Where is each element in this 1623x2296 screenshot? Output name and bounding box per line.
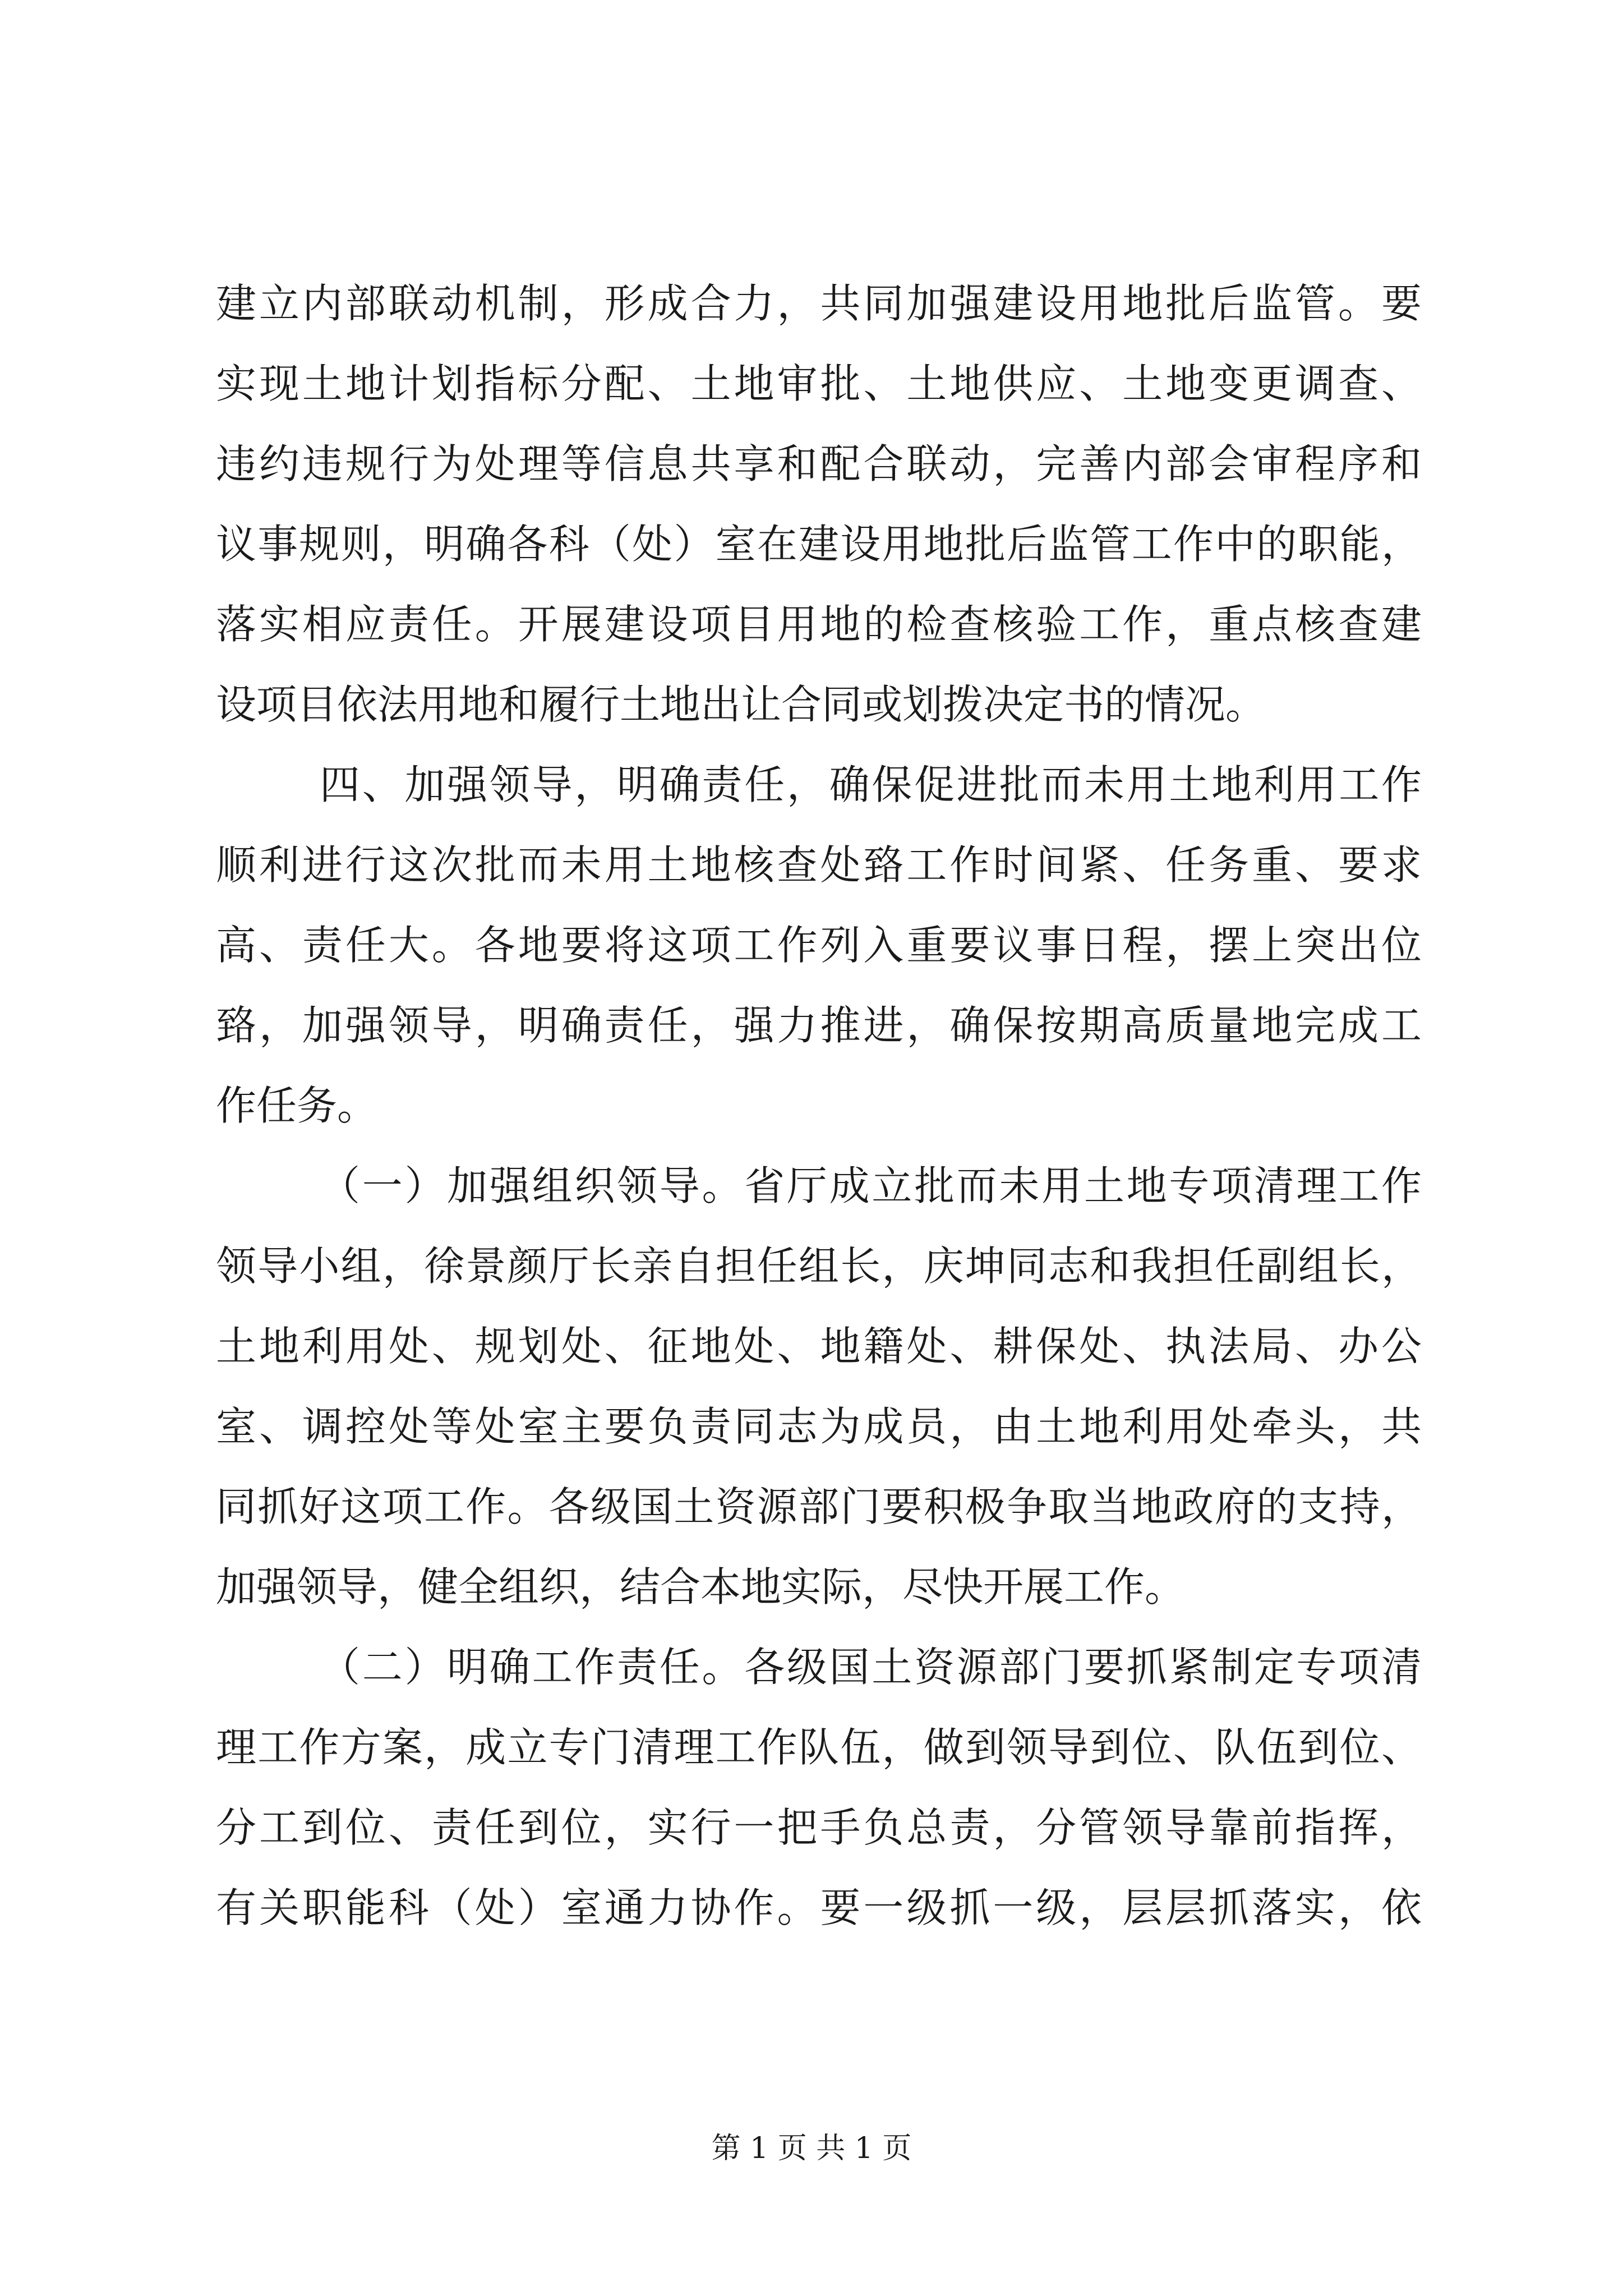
text-line: 分工到位、责任到位，实行一把手负总责，分管领导靠前指挥， (216, 1804, 1422, 1851)
text-line: 顺利进行这次批而未用土地核查处臵工作时间紧、任务重、要求 (216, 841, 1422, 889)
text-line: 有关职能科（处）室通力协作。要一级抓一级，层层抓落实，依 (216, 1884, 1422, 1931)
paragraph-3 (216, 1146, 1422, 1627)
paragraph-1 (216, 264, 1422, 745)
text-line: 同抓好这项工作。各级国土资源部门要积极争取当地政府的支持， (216, 1483, 1422, 1530)
text-line: 建立内部联动机制，形成合力，共同加强建设用地批后监管。要 (216, 280, 1422, 327)
text-line: 室、调控处等处室主要负责同志为成员，由土地利用处牵头，共 (216, 1403, 1422, 1450)
text-line: 加强领导，健全组织，结合本地实际，尽快开展工作。 (216, 1563, 1186, 1611)
text-line: 设项目依法用地和履行土地出让合同或划拨决定书的情况。 (216, 681, 1266, 728)
paragraph-2 (216, 745, 1422, 1146)
page-number-label: 第 1 页 共 1 页 (711, 2132, 912, 2165)
paragraph-4 (216, 1627, 1422, 1948)
text-line: 理工作方案，成立专门清理工作队伍，做到领导到位、队伍到位、 (216, 1724, 1422, 1771)
document-body (216, 264, 1422, 1948)
page-footer (0, 2129, 1623, 2168)
text-line: 实现土地计划指标分配、土地审批、土地供应、土地变更调查、 (216, 360, 1422, 407)
text-line: 高、责任大。各地要将这项工作列入重要议事日程，摆上突出位 (216, 922, 1422, 969)
text-line: 四、加强领导，明确责任，确保促进批而未用土地利用工作 (320, 761, 1422, 808)
text-line: 臵，加强领导，明确责任，强力推进，确保按期高质量地完成工 (216, 1002, 1422, 1049)
text-line: 土地利用处、规划处、征地处、地籍处、耕保处、执法局、办公 (216, 1323, 1422, 1370)
text-line: 落实相应责任。开展建设项目用地的检查核验工作，重点核查建 (216, 601, 1422, 648)
text-line: （二）明确工作责任。各级国土资源部门要抓紧制定专项清 (320, 1644, 1422, 1691)
text-line: 议事规则，明确各科（处）室在建设用地批后监管工作中的职能， (216, 521, 1422, 568)
text-line: 违约违规行为处理等信息共享和配合联动，完善内部会审程序和 (216, 440, 1422, 487)
text-line: 领导小组，徐景颜厅长亲自担任组长，庆坤同志和我担任副组长， (216, 1243, 1422, 1290)
text-line: 作任务。 (216, 1082, 378, 1129)
text-line: （一）加强组织领导。省厅成立批而未用土地专项清理工作 (320, 1162, 1422, 1209)
